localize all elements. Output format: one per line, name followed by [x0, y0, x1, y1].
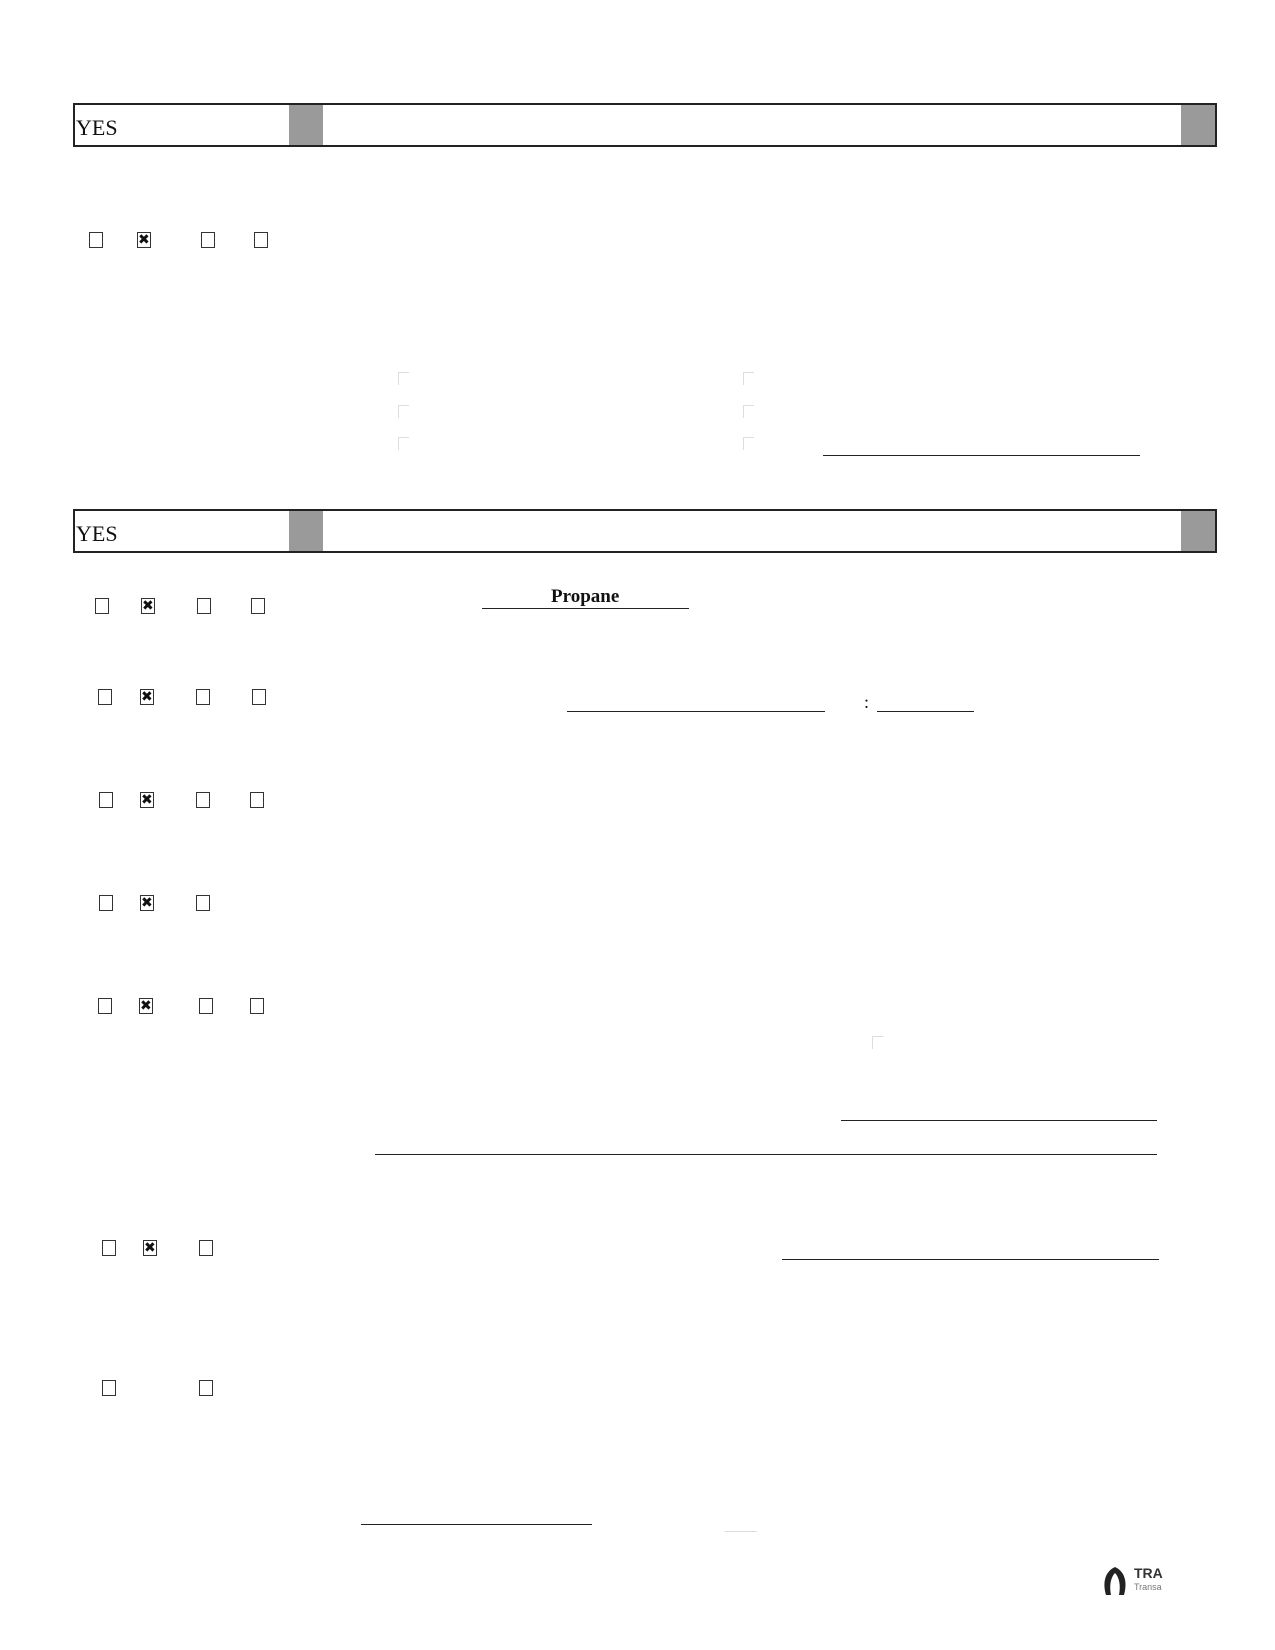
section-1-header [73, 103, 1217, 147]
q6-checkbox-no[interactable] [139, 998, 153, 1014]
q2-checkbox-no[interactable] [141, 598, 155, 614]
section-1-shade-left [289, 105, 323, 145]
q1-checkbox-unknown[interactable] [254, 232, 268, 248]
section-1-shade-right [1181, 105, 1215, 145]
q3-checkbox-unknown[interactable] [252, 689, 266, 705]
q2-checkbox-yes[interactable] [95, 598, 109, 614]
section-1-yes-label: YES [76, 115, 118, 140]
q6-suboption-mark [872, 1036, 883, 1049]
q7-checkbox-no[interactable] [143, 1240, 157, 1256]
q5-checkbox-yes[interactable] [99, 895, 113, 911]
q7-checkbox-na[interactable] [199, 1240, 213, 1256]
q4-checkbox-yes[interactable] [99, 792, 113, 808]
q3-blank-line-1[interactable] [567, 711, 825, 712]
q4-checkbox-no[interactable] [140, 792, 154, 808]
q1-suboption-mark-4 [743, 372, 754, 385]
section-2-shade-right [1181, 511, 1215, 551]
fuel-type-blank-line[interactable] [482, 608, 689, 609]
q2-checkbox-unknown[interactable] [251, 598, 265, 614]
fuel-type-value: Propane [551, 586, 620, 607]
section-2-shade-left [289, 511, 323, 551]
q3-colon-separator: : [864, 692, 870, 712]
logo-mark-icon [1100, 1565, 1130, 1597]
q1-suboption-mark-2 [398, 405, 409, 418]
q8-checkbox-no[interactable] [199, 1380, 213, 1396]
q2-checkbox-na[interactable] [197, 598, 211, 614]
q6-checkbox-unknown[interactable] [250, 998, 264, 1014]
q6-checkbox-yes[interactable] [98, 998, 112, 1014]
q1-suboption-mark-3 [398, 437, 409, 450]
q1-other-blank-line[interactable] [823, 455, 1140, 456]
q1-suboption-mark-1 [398, 372, 409, 385]
q3-checkbox-no[interactable] [140, 689, 154, 705]
q3-checkbox-na[interactable] [196, 689, 210, 705]
signature-blank-line[interactable] [361, 1524, 592, 1525]
q3-blank-line-2[interactable] [877, 711, 974, 712]
q8-checkbox-yes[interactable] [102, 1380, 116, 1396]
q3-checkbox-yes[interactable] [98, 689, 112, 705]
q5-checkbox-na[interactable] [196, 895, 210, 911]
q1-suboption-mark-5 [743, 405, 754, 418]
q7-checkbox-yes[interactable] [102, 1240, 116, 1256]
section-2-header [73, 509, 1217, 553]
q6-checkbox-na[interactable] [199, 998, 213, 1014]
q4-checkbox-na[interactable] [196, 792, 210, 808]
q1-checkbox-no[interactable] [137, 232, 151, 248]
logo-title: TRA [1134, 1565, 1163, 1581]
q6-blank-line-1[interactable] [841, 1120, 1157, 1121]
q5-checkbox-no[interactable] [140, 895, 154, 911]
q1-suboption-mark-6 [743, 437, 754, 450]
faint-dash [725, 1531, 757, 1532]
company-logo [1100, 1565, 1170, 1599]
q4-checkbox-unknown[interactable] [250, 792, 264, 808]
logo-subtitle: Transa [1134, 1582, 1162, 1592]
q1-checkbox-na[interactable] [201, 232, 215, 248]
q1-checkbox-yes[interactable] [89, 232, 103, 248]
section-2-yes-label: YES [76, 521, 118, 546]
q6-blank-line-2[interactable] [375, 1154, 1157, 1155]
q7-blank-line[interactable] [782, 1259, 1159, 1260]
